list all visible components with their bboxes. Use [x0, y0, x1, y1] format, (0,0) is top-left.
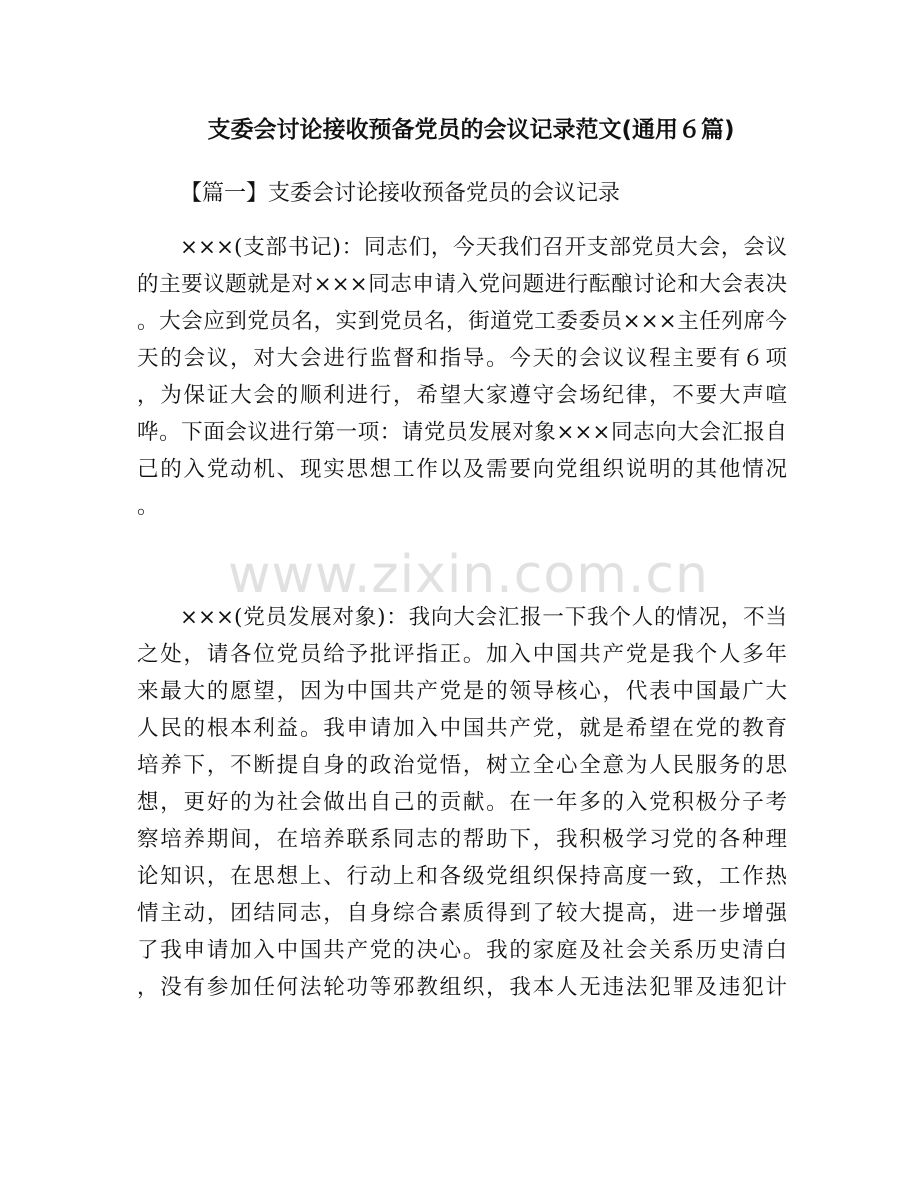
document-title: 支委会讨论接收预备党员的会议记录范文(通用６篇) — [207, 117, 735, 143]
paragraph-line: 培养下，不断提自身的政治觉悟，树立全心全意为人民服务的思 — [137, 753, 787, 778]
watermark: www.zixin.com.cn — [228, 545, 709, 605]
paragraph-1 — [137, 229, 787, 525]
paragraph-line: 来最大的愿望，因为中国共产党是的领导核心，代表中国最广大 — [137, 679, 787, 704]
paragraph-line: 。大会应到党员名，实到党员名，街道党工委委员×××主任列席今 — [137, 309, 787, 334]
paragraph-line: 。 — [137, 494, 159, 519]
paragraph-line: ，为保证大会的顺利进行，希望大家遵守会场纪律，不要大声喧 — [137, 383, 787, 408]
paragraph-line: 己的入党动机、现实思想工作以及需要向党组织说明的其他情况 — [137, 457, 787, 482]
paragraph-line: ×××(支部书记)：同志们，今天我们召开支部党员大会，会议 — [180, 235, 787, 260]
paragraph-line: 察培养期间，在培养联系同志的帮助下，我积极学习党的各种理 — [137, 827, 787, 852]
paragraph-line: 论知识，在思想上、行动上和各级党组织保持高度一致，工作热 — [137, 864, 787, 889]
paragraph-line: 想，更好的为社会做出自己的贡献。在一年多的入党积极分子考 — [137, 790, 787, 815]
paragraph-line: 之处，请各位党员给予批评指正。加入中国共产党是我个人多年 — [137, 642, 787, 667]
paragraph-line: ×××(党员发展对象)：我向大会汇报一下我个人的情况，不当 — [180, 605, 787, 630]
paragraph-line: 人民的根本利益。我申请加入中国共产党，就是希望在党的教育 — [137, 716, 787, 741]
paragraph-line: 了我申请加入中国共产党的决心。我的家庭及社会关系历史清白 — [137, 938, 787, 963]
paragraph-line: 哗。下面会议进行第一项：请党员发展对象×××同志向大会汇报自 — [137, 420, 787, 445]
paragraph-2 — [137, 599, 787, 1006]
section-heading: 【篇一】支委会讨论接收预备党员的会议记录 — [180, 181, 621, 206]
paragraph-line: 的主要议题就是对×××同志申请入党问题进行酝酿讨论和大会表决 — [137, 272, 787, 297]
paragraph-line: 天的会议，对大会进行监督和指导。今天的会议议程主要有６项 — [137, 346, 787, 371]
paragraph-line: 情主动，团结同志，自身综合素质得到了较大提高，进一步增强 — [137, 901, 787, 926]
paragraph-line: ，没有参加任何法轮功等邪教组织，我本人无违法犯罪及违犯计 — [137, 975, 787, 1000]
